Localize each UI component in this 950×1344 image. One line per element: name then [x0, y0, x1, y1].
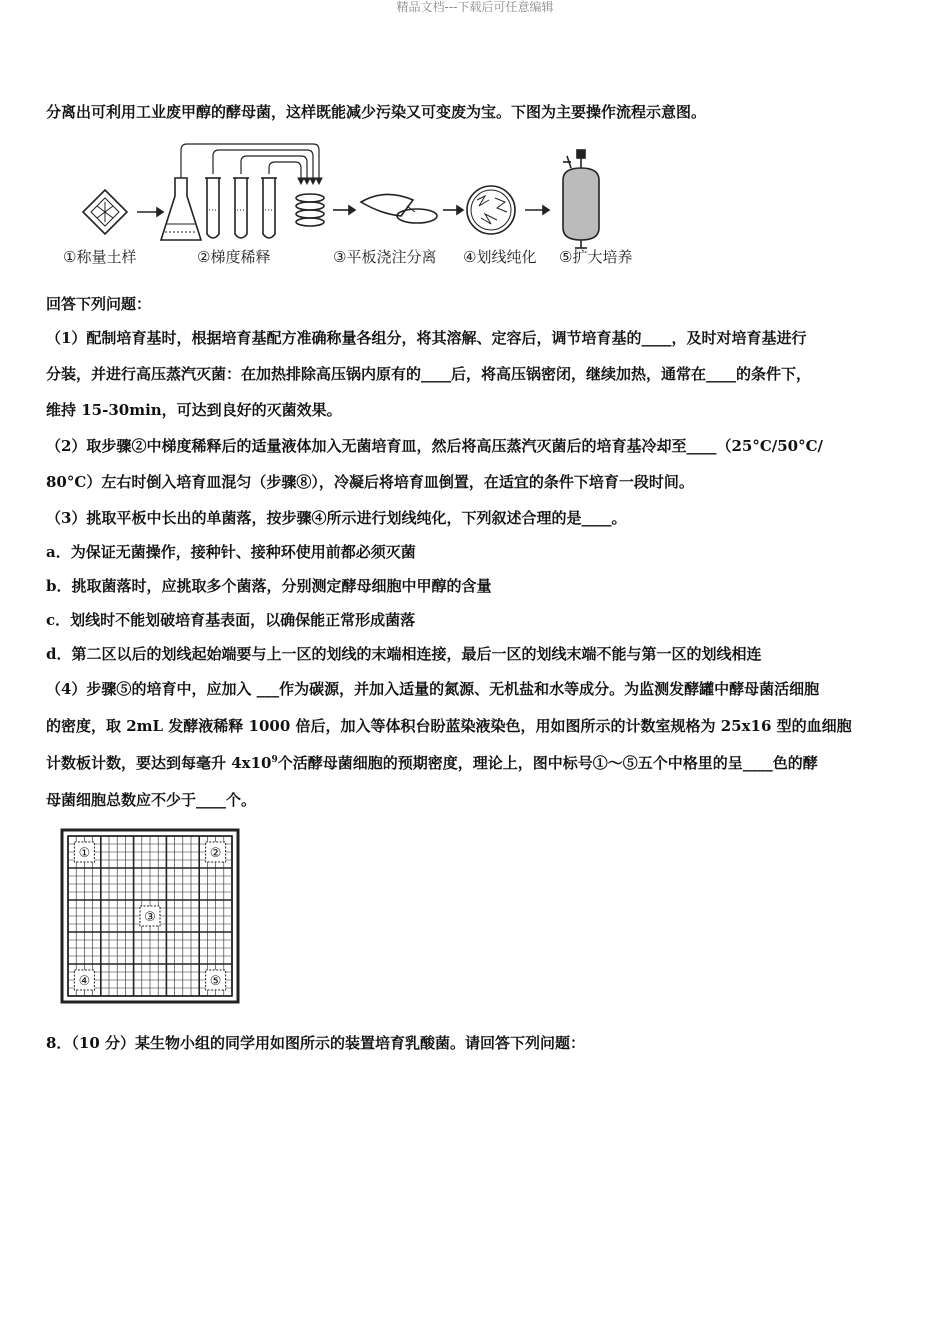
q8-text: 8．（10 分）某生物小组的同学用如图所示的装置培育乳酸菌。请回答下列问题： [46, 1034, 586, 1052]
grid-label: ⑤ [209, 974, 222, 989]
flask-icon [161, 178, 201, 240]
fermenter-icon [563, 150, 599, 248]
hemocytometer-grid-diagram [60, 828, 240, 1004]
q2-line1: （2）取步骤②中梯度稀释后的适量液体加入无菌培育皿，然后将高压蒸汽灭菌后的培育基冷却至____（25°C/50°C/ [46, 437, 824, 455]
q3-option-d: d．第二区以后的划线起始端要与上一区的划线的末端相连接，最后一区的划线末端不能与第一区的划线相连 [46, 645, 762, 663]
q4-line1: （4）步骤⑤的培育中，应加入 ___作为碳源，并加入适量的氮源、无机盐和水等成分。为监测发酵罐中酵母菌活细胞 [46, 680, 820, 698]
flow-step-1: ①称量土样 [63, 248, 137, 266]
streak-plate-icon [467, 186, 515, 234]
pour-plate-icon [361, 194, 437, 223]
flow-step-3: ③平板浇注分离 [333, 248, 437, 266]
q1-line1: （1）配制培育基时，根据培育基配方准确称量各组分，将其溶解、定容后，调节培育基的____，及时对培育基进行 [46, 329, 807, 347]
q4-line3 [46, 753, 910, 773]
q4-line3-pre: 计数板计数，要达到每毫升 4x10 [46, 754, 272, 772]
q2-line2: 80°C）左右时倒入培育皿混匀（步骤⑧），冷凝后将培育皿倒置，在适宜的条件下培育一段时间。 [46, 473, 694, 491]
q4-line3-sup: 9 [271, 755, 278, 765]
answer-prompt: 回答下列问题： [46, 295, 152, 313]
process-flow-diagram [55, 140, 655, 272]
header-note: 精品文档---下载后可任意编辑 [396, 0, 554, 14]
q4-line2: 的密度，取 2mL 发酵液稀释 1000 倍后，加入等体积台盼蓝染液染色，用如图所示的计数室规格为 25x16 型的血细胞 [46, 717, 852, 735]
flow-step-2: ②梯度稀释 [197, 248, 271, 266]
plates-stack-icon [296, 194, 324, 226]
q1-line2: 分装，并进行高压蒸汽灭菌：在加热排除高压锅内原有的____后，将高压锅密闭，继续加热，通常在____的条件下， [46, 365, 812, 383]
grid-label: ② [209, 846, 222, 861]
test-tubes-icon [205, 178, 277, 238]
q3-option-c: c．划线时不能划破培育基表面，以确保能正常形成菌落 [46, 611, 416, 629]
grid-label: ④ [78, 974, 91, 989]
q3-option-b: b．挑取菌落时，应挑取多个菌落，分别测定酵母细胞中甲醇的含量 [46, 577, 492, 595]
flow-step-4: ④划线纯化 [463, 248, 537, 266]
q3-stem: （3）挑取平板中长出的单菌落，按步骤④所示进行划线纯化，下列叙述合理的是____。 [46, 509, 627, 527]
q4-line3-post: 个活酵母菌细胞的预期密度，理论上，图中标号①～⑤五个中格里的呈____色的酵 [277, 754, 818, 772]
q4-line4: 母菌细胞总数应不少于____个。 [46, 791, 257, 809]
q1-line3: 维持 15-30min，可达到良好的灭菌效果。 [46, 401, 342, 419]
soil-sample-icon [83, 190, 127, 234]
q3-option-a: a．为保证无菌操作，接种针、接种环使用前都必须灭菌 [46, 543, 416, 561]
grid-label: ① [78, 846, 91, 861]
grid-label: ③ [144, 910, 156, 925]
flow-step-5: ⑤扩大培养 [559, 248, 633, 266]
intro-text: 分离出可利用工业废甲醇的酵母菌，这样既能减少污染又可变废为宝。下图为主要操作流程示意图。 [46, 103, 707, 121]
